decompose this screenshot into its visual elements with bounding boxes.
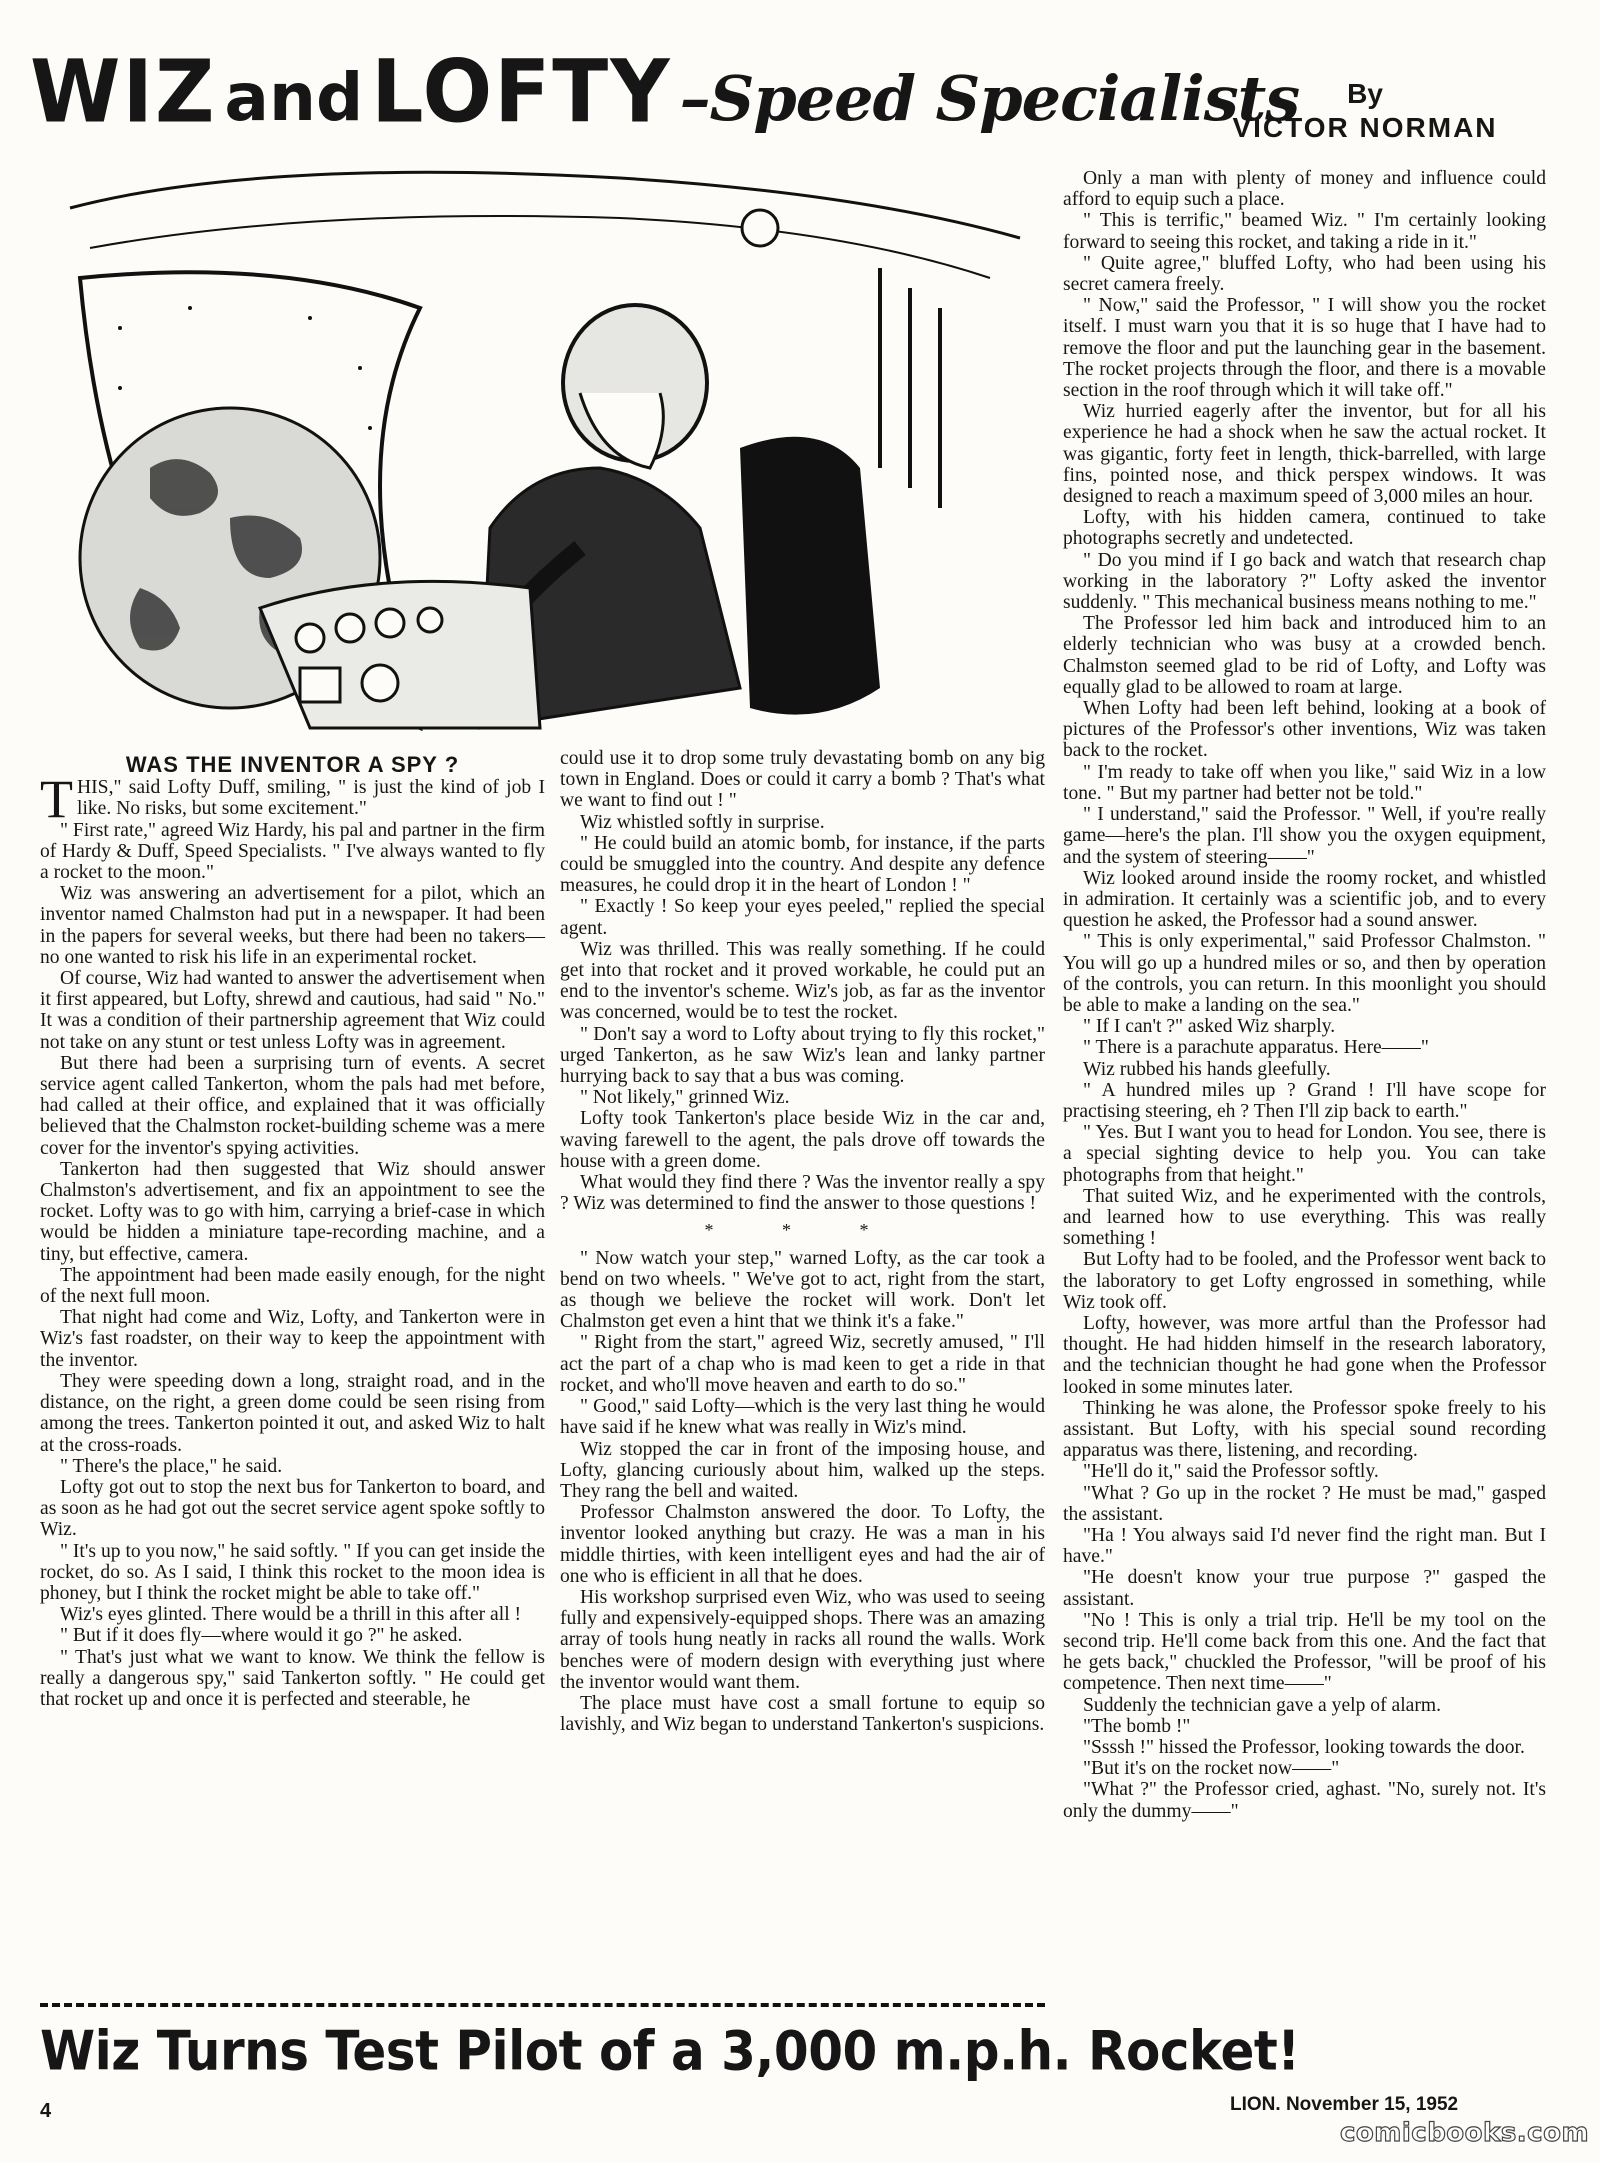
paragraph: Lofty, with his hidden camera, continued to take photographs secretly and undetected. [1063,507,1546,550]
paragraph: The appointment had been made easily enough, for the night of the next full moon. [40,1264,545,1308]
paragraph: But Lofty had to be fooled, and the Professor went back to the laboratory to get Lofty engrossed in something, while Wiz took off. [1063,1249,1546,1313]
byline-author: VICTOR NORMAN [1232,112,1498,143]
dashed-divider [40,2003,1045,2007]
paragraph: " This is terrific," beamed Wiz. " I'm certainly looking forward to seeing this rocket, and taking a ride in it." [1063,210,1546,253]
article-column-2 [560,748,1045,1735]
paragraph: "Ssssh !" hissed the Professor, looking towards the door. [1083,1737,1525,1759]
paragraph: " That's just what we want to know. We think the fellow is really a dangerous spy," said Tankerton softly. " He could get that rocket up and once it is perfected and steerable, he [40,1646,545,1710]
paragraph: Of course, Wiz had wanted to answer the advertisement when it first appeared, but Lofty, shrewd and cautious, had said " No." It was a condition of their partnership agreement that Wiz could not take on any stunt or test unless Lofty was in agreement. [40,968,545,1053]
paragraph: Lofty, however, was more artful than the Professor had thought. He had hidden himself in the research laboratory, and the technician thought he had gone when the Professor looked in some minutes later. [1063,1312,1546,1398]
byline [1200,78,1530,144]
paragraph: Only a man with plenty of money and influence could afford to equip such a place. [1063,168,1546,211]
paragraph: "No ! This is only a trial trip. He'll be my tool on the second trip. He'll come back from this one. And the fact that he gets back," chuckled the Professor, "will be proof of his competence. Then next time——" [1063,1609,1546,1695]
site-watermark: comicbooks.com [1340,2118,1590,2148]
paragraph: " This is only experimental," said Professor Chalmston. " You will go up a hundred miles or so, and then by operation of the controls, you can return. In this moonlight you should be able to make a landing on the sea." [1063,931,1546,1016]
paragraph: What would they find there ? Was the inventor really a spy ? Wiz was determined to find the answer to those questions ! [560,1172,1045,1215]
page-number: 4 [40,2100,52,2122]
title-wiz: WIZ [30,42,217,143]
paragraph: Wiz hurried eagerly after the inventor, but for all his experience he had a shock when he saw the actual rocket. It was gigantic, forty feet in length, thick-barrelled, with large fins, pointed nose, and thick perspex windows. It was designed to reach a maximum speed of 3,000 miles an hour. [1063,401,1546,508]
paragraph: " But if it does fly—where would it go ?" he asked. [60,1625,463,1647]
paragraph: " First rate," agreed Wiz Hardy, his pal and partner in the firm of Hardy & Duff, Speed Specialists. " I've always wanted to fly a rocket to the moon." [40,819,545,884]
paragraph: " There is a parachute apparatus. Here——" [1083,1037,1429,1059]
paragraph: " I'm ready to take off when you like," said Wiz in a low tone. " But my partner had better not be told." [1063,761,1546,804]
paragraph: Wiz whistled softly in surprise. [580,811,825,833]
paragraph: Wiz looked around inside the roomy rocket, and whistled in admiration. It certainly was a scientific job, and to every question he asked, the Professor had a sound answer. [1063,867,1546,932]
paragraph: " Now watch your step," warned Lofty, as the car took a bend on two wheels. " We've got to act, right from the start, as though we believe the rocket will work. Don't let Chalmston get even a hint that we think it's a fake." [560,1247,1045,1333]
issue-date: LION. November 15, 1952 [1230,2094,1459,2115]
next-episode-tagline: Wiz Turns Test Pilot of a 3,000 m.p.h. Rocket! [40,2020,1300,2083]
paragraph: Wiz's eyes glinted. There would be a thrill in this after all ! [60,1604,522,1626]
paragraph: Wiz was thrilled. This was really something. If he could get into that rocket and it proved workable, he could put an end to the inventor's scheme. Wiz's job, as far as the inventor was concerned, would be to test the rocket. [560,938,1045,1024]
paragraph: " Now," said the Professor, " I will show you the rocket itself. I must warn you that it is so huge that I have had to remove the floor and put the launching gear in the basement. The rocket projects through the floor, and there is a movable section in the roof through which it will take off." [1063,295,1546,402]
paragraph: Professor Chalmston answered the door. To Lofty, the inventor looked anything but crazy. He was a man in his middle thirties, with keen intelligent eyes and had the air of one who is efficient in all that he does. [560,1502,1045,1587]
paragraph: " Right from the start," agreed Wiz, secretly amused, " I'll act the part of a chap who is mad keen to get a ride in that rocket, and who'll move heaven and earth to do so." [560,1332,1045,1396]
paragraph: Wiz rubbed his hands gleefully. [1083,1058,1331,1080]
paragraph: " A hundred miles up ? Grand ! I'll have scope for practising steering, eh ? Then I'll zip back to earth." [1063,1079,1546,1122]
paragraph: That suited Wiz, and he experimented with the controls, and learned how to use everything. This was really something ! [1063,1185,1546,1250]
paragraph: "The bomb !" [1083,1715,1191,1737]
paragraph: "Ha ! You always said I'd never find the right man. But I have." [1063,1525,1546,1568]
paragraph: Lofty took Tankerton's place beside Wiz in the car and, waving farewell to the agent, the pals drove off towards the house with a green dome. [560,1108,1045,1172]
paragraph: " It's up to you now," he said softly. " If you can get inside the rocket, do so. As I said, I think this rocket to the moon idea is phoney, but I think the rocket might be able to take off." [40,1540,545,1604]
paragraph: " I understand," said the Professor. " Well, if you're really game—here's the plan. I'll show you the oxygen equipment, and the system of steering——" [1063,804,1546,868]
paragraph: could use it to drop some truly devastating bomb on any big town in England. Does or could it carry a bomb ? That's what we want to find out ! " [560,748,1045,812]
paragraph: Wiz was answering an advertisement for a pilot, which an inventor named Chalmston had put in a newspaper. It had been in the papers for several weeks, but there had been no takers—no one wanted to risk his life in an experimental rocket. [40,883,545,968]
title-subtitle: –Speed Specialists [679,62,1300,135]
paragraph: The Professor led him back and introduced him to an elderly technician who was busy at a crowded bench. Chalmston seemed glad to be rid of Lofty, and Lofty was equally glad to be allowed to roam at large. [1063,613,1546,698]
paragraph: " If I can't ?" asked Wiz sharply. [1083,1016,1336,1038]
paragraph: They were speeding down a long, straight road, and in the distance, on the right, a green dome could be seen rising from among the trees. Tankerton pointed it out, and asked Wiz to halt at the cross-roads. [40,1370,545,1456]
paragraph: His workshop surprised even Wiz, who was used to seeing fully and expensively-equipped shops. There was an amazing array of tools hung neatly in racks all round the walls. Work benches were of modern design with everything just where the inventor would want them. [560,1586,1045,1693]
paragraph: "He'll do it," said the Professor softly. [1083,1461,1379,1483]
paragraph: "What ?" the Professor cried, aghast. "No, surely not. It's only the dummy——" [1063,1779,1546,1822]
paragraph: When Lofty had been left behind, looking at a book of pictures of the Professor's other inventions, Wiz was taken back to the rocket. [1063,698,1546,762]
paragraph: " Good," said Lofty—which is the very last thing he would have said if he knew what was really in Wiz's mind. [560,1396,1045,1439]
article-column-3 [1063,168,1546,1822]
paragraph: " Not likely," grinned Wiz. [580,1087,790,1109]
title-and: and [224,59,364,136]
byline-by: By [1347,78,1383,109]
paragraph: Wiz stopped the car in front of the imposing house, and Lofty, glancing curiously about him, walked up the steps. They rang the bell and waited. [560,1438,1045,1502]
drop-cap: T [40,769,73,830]
paragraph: Suddenly the technician gave a yelp of alarm. [1083,1694,1441,1716]
paragraph: " Yes. But I want you to head for London. You see, there is a special sighting device to help you. You can take photographs from that height." [1063,1122,1546,1186]
paragraph: "What ? Go up in the rocket ? He must be mad," gasped the assistant. [1063,1482,1546,1525]
article-column-1 [40,748,545,1710]
paragraph: " Don't say a word to Lofty about trying to fly this rocket," urged Tankerton, as he saw Wiz's lean and lanky partner hurrying back to say that a bus was coming. [560,1023,1045,1088]
paragraph: " Quite agree," bluffed Lofty, who had been using his secret camera freely. [1063,252,1546,296]
paragraph: "He doesn't know your true purpose ?" gasped the assistant. [1063,1567,1546,1610]
paragraph: " Exactly ! So keep your eyes peeled," replied the special agent. [560,896,1045,939]
astronaut-cockpit-illustration [60,168,1045,750]
story-title [30,42,1300,175]
scene-break: * * * [704,1220,901,1241]
paragraph: " He could build an atomic bomb, for instance, if the parts could be smuggled into the country. And despite any defence measures, he could drop it in the heart of London ! " [560,832,1045,897]
paragraph: That night had come and Wiz, Lofty, and Tankerton were in Wiz's fast roadster, on their way to keep the appointment with the inventor. [40,1307,545,1371]
paragraph: HIS," said Lofty Duff, smiling, " is just the kind of job I like. No risks, but some excitement." [77,777,545,820]
section-heading: WAS THE INVENTOR A SPY ? [125,752,460,777]
paragraph: "But it's on the rocket now——" [1083,1758,1340,1780]
paragraph: Lofty got out to stop the next bus for Tankerton to board, and as soon as he had got out the secret service agent spoke softly to Wiz. [40,1476,545,1541]
paragraph: But there had been a surprising turn of events. A secret service agent called Tankerton, whom the pals had met before, had called at their office, and explained that it was officially believed that the Chalmston rocket-building scheme was a mere cover for the inventor's spying activities. [40,1052,545,1159]
paragraph: The place must have cost a small fortune to equip so lavishly, and Wiz began to understand Tankerton's suspicions. [560,1692,1045,1736]
paragraph: " Do you mind if I go back and watch that research chap working in the laboratory ?" Lofty asked the inventor suddenly. " This mechanical business means nothing to me." [1063,549,1546,614]
paragraph: " There's the place," he said. [60,1455,283,1477]
paragraph: Tankerton had then suggested that Wiz should answer Chalmston's advertisement, and fix an appointment to see the rocket. Lofty was to go with him, carrying a brief-case in which would be hidden a miniature tape-recording machine, and a tiny, but effective, camera. [40,1158,545,1265]
title-lofty: LOFTY [371,42,672,143]
paragraph: Thinking he was alone, the Professor spoke freely to his assistant. But Lofty, with his special sound recording apparatus was there, listening, and recording. [1063,1397,1546,1462]
